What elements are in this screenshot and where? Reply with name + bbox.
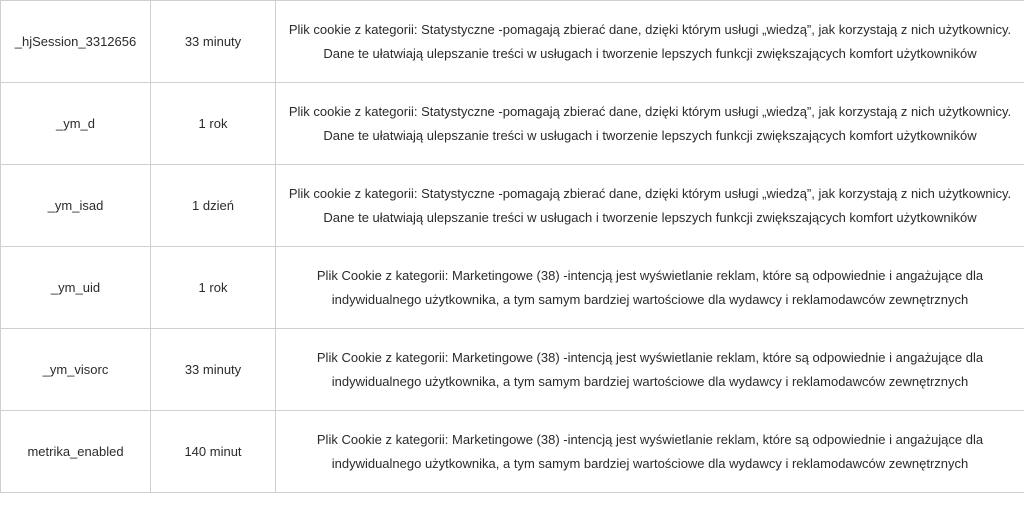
cookie-name-cell: _ym_uid	[1, 247, 151, 329]
cookie-name-cell: _ym_d	[1, 83, 151, 165]
cookie-description-cell: Plik cookie z kategorii: Statystyczne -pomagają zbierać dane, dzięki którym usługi „wiedzą”, jak korzystają z nich użytkownicy. Dane te ułatwiają ulepszanie treści w usługach i tworzenie lepszych funkcji zwiększających komfort użytkowników	[276, 165, 1024, 247]
cookie-name-cell: _ym_isad	[1, 165, 151, 247]
cookie-description-cell: Plik Cookie z kategorii: Marketingowe (38) -intencją jest wyświetlanie reklam, które są odpowiednie i angażujące dla indywidualnego użytkownika, a tym samym bardziej wartościowe dla wydawcy i reklamodawców zewnętrznych	[276, 247, 1024, 329]
cookie-name-cell: metrika_enabled	[1, 411, 151, 493]
table-row	[1, 1, 1024, 83]
cookie-description-cell: Plik Cookie z kategorii: Marketingowe (38) -intencją jest wyświetlanie reklam, które są odpowiednie i angażujące dla indywidualnego użytkownika, a tym samym bardziej wartościowe dla wydawcy i reklamodawców zewnętrznych	[276, 411, 1024, 493]
cookie-expiry-cell: 1 dzień	[151, 165, 276, 247]
table-row	[1, 247, 1024, 329]
table-row	[1, 83, 1024, 165]
cookie-expiry-cell: 1 rok	[151, 83, 276, 165]
cookie-name-cell: _ym_visorc	[1, 329, 151, 411]
cookie-name-cell: _hjSession_3312656	[1, 1, 151, 83]
cookie-expiry-cell: 33 minuty	[151, 1, 276, 83]
table-row	[1, 329, 1024, 411]
table-row	[1, 411, 1024, 493]
cookie-description-cell: Plik cookie z kategorii: Statystyczne -pomagają zbierać dane, dzięki którym usługi „wiedzą”, jak korzystają z nich użytkownicy. Dane te ułatwiają ulepszanie treści w usługach i tworzenie lepszych funkcji zwiększających komfort użytkowników	[276, 83, 1024, 165]
table-row	[1, 165, 1024, 247]
cookie-expiry-cell: 140 minut	[151, 411, 276, 493]
cookie-expiry-cell: 33 minuty	[151, 329, 276, 411]
cookie-expiry-cell: 1 rok	[151, 247, 276, 329]
cookie-description-cell: Plik cookie z kategorii: Statystyczne -pomagają zbierać dane, dzięki którym usługi „wiedzą”, jak korzystają z nich użytkownicy. Dane te ułatwiają ulepszanie treści w usługach i tworzenie lepszych funkcji zwiększających komfort użytkowników	[276, 1, 1024, 83]
cookie-description-cell: Plik Cookie z kategorii: Marketingowe (38) -intencją jest wyświetlanie reklam, które są odpowiednie i angażujące dla indywidualnego użytkownika, a tym samym bardziej wartościowe dla wydawcy i reklamodawców zewnętrznych	[276, 329, 1024, 411]
